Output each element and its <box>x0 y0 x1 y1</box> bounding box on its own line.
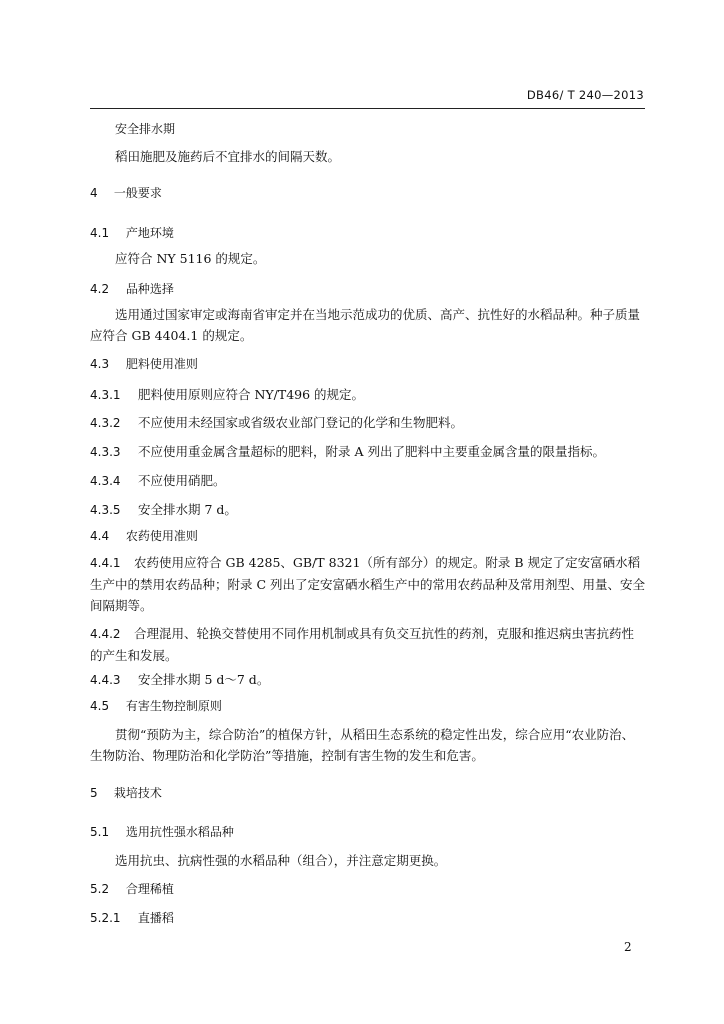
clause-4-4-1 <box>90 552 645 616</box>
section-4-5-text: 贯彻“预防为主，综合防治”的植保方针，从稻田生态系统的稳定性出发，综合应用“农业防治、生物防治、物理防治和化学防治”等措施，控制有害生物的发生和危害。 <box>90 727 635 763</box>
clause-text: 不应使用重金属含量超标的肥料，附录 A 列出了肥料中主要重金属含量的限量指标。 <box>137 444 605 459</box>
section-4-5-heading <box>90 697 645 714</box>
section-number: 4 <box>90 186 98 200</box>
section-number: 4.1 <box>90 226 110 240</box>
section-4-1-text: 应符合 NY 5116 的规定。 <box>115 251 266 266</box>
section-number: 4.4 <box>90 529 110 543</box>
clause-text: 合理混用、轮换交替使用不同作用机制或具有负交互抗性的药剂，克服和推迟病虫害抗药性的产生和发展。 <box>90 626 635 663</box>
header-rule <box>90 108 645 109</box>
clause-number: 4.4.3 <box>90 673 121 687</box>
section-4-3-heading <box>90 355 645 372</box>
clause-4-3-1 <box>90 385 645 403</box>
section-title: 选用抗性强水稻品种 <box>125 825 234 839</box>
section-number: 5.2.1 <box>90 911 121 925</box>
clause-number: 4.3.5 <box>90 503 121 517</box>
clause-text: 安全排水期 7 d。 <box>137 502 237 517</box>
clause-4-4-2 <box>90 623 645 666</box>
section-number: 5 <box>90 786 98 800</box>
section-4-4-heading <box>90 527 645 544</box>
section-4-1-heading <box>90 224 645 241</box>
section-4-2-text: 选用通过国家审定或海南省审定并在当地示范成功的优质、高产、抗性好的水稻品种。种子质量应符合 GB 4404.1 的规定。 <box>90 307 641 343</box>
clause-text: 农药使用应符合 GB 4285、GB/T 8321（所有部分）的规定。附录 B 规定了定安富硒水稻生产中的禁用农药品种；附录 C 列出了定安富硒水稻生产中的常用农药品种及常用剂型、用量、安全间隔期等。 <box>90 555 646 613</box>
section-5-1-heading <box>90 823 645 840</box>
clause-number: 4.3.4 <box>90 474 121 488</box>
section-title: 栽培技术 <box>113 786 162 800</box>
clause-number: 4.4.1 <box>90 556 121 570</box>
section-number: 4.5 <box>90 699 110 713</box>
clause-4-4-3 <box>90 670 645 688</box>
section-5-2-1-heading <box>90 909 645 926</box>
section-title: 合理稀植 <box>125 882 174 896</box>
section-number: 5.1 <box>90 825 110 839</box>
section-title: 有害生物控制原则 <box>125 699 222 713</box>
section-title: 产地环境 <box>125 226 174 240</box>
clause-number: 4.3.3 <box>90 445 121 459</box>
section-title: 农药使用准则 <box>125 529 198 543</box>
clause-text: 安全排水期 5 d～7 d。 <box>137 672 270 687</box>
term-definition: 稻田施肥及施药后不宜排水的间隔天数。 <box>115 149 341 164</box>
section-title: 直播稻 <box>137 911 174 925</box>
section-title: 品种选择 <box>125 282 174 296</box>
clause-text: 不应使用未经国家或省级农业部门登记的化学和生物肥料。 <box>137 415 463 430</box>
clause-4-3-5 <box>90 500 645 518</box>
section-title: 肥料使用准则 <box>125 357 198 371</box>
section-5-1-text: 选用抗虫、抗病性强的水稻品种（组合），并注意定期更换。 <box>115 853 447 868</box>
section-number: 4.2 <box>90 282 110 296</box>
clause-text: 肥料使用原则应符合 NY/T496 的规定。 <box>137 387 365 402</box>
section-4-2-heading <box>90 280 645 297</box>
clause-number: 4.3.2 <box>90 416 121 430</box>
clause-number: 4.3.1 <box>90 388 121 402</box>
section-5-2-heading <box>90 880 645 897</box>
section-4-heading <box>90 184 645 201</box>
section-title: 一般要求 <box>113 186 162 200</box>
document-code: DB46/ T 240—2013 <box>526 88 644 102</box>
clause-4-3-4 <box>90 471 645 489</box>
term-title: 安全排水期 <box>115 122 176 136</box>
clause-text: 不应使用硝肥。 <box>137 473 226 488</box>
clause-4-3-2 <box>90 413 645 431</box>
page-number: 2 <box>624 940 632 954</box>
section-number: 5.2 <box>90 882 110 896</box>
section-number: 4.3 <box>90 357 110 371</box>
clause-number: 4.4.2 <box>90 627 121 641</box>
section-5-heading <box>90 784 645 801</box>
clause-4-3-3 <box>90 442 645 460</box>
